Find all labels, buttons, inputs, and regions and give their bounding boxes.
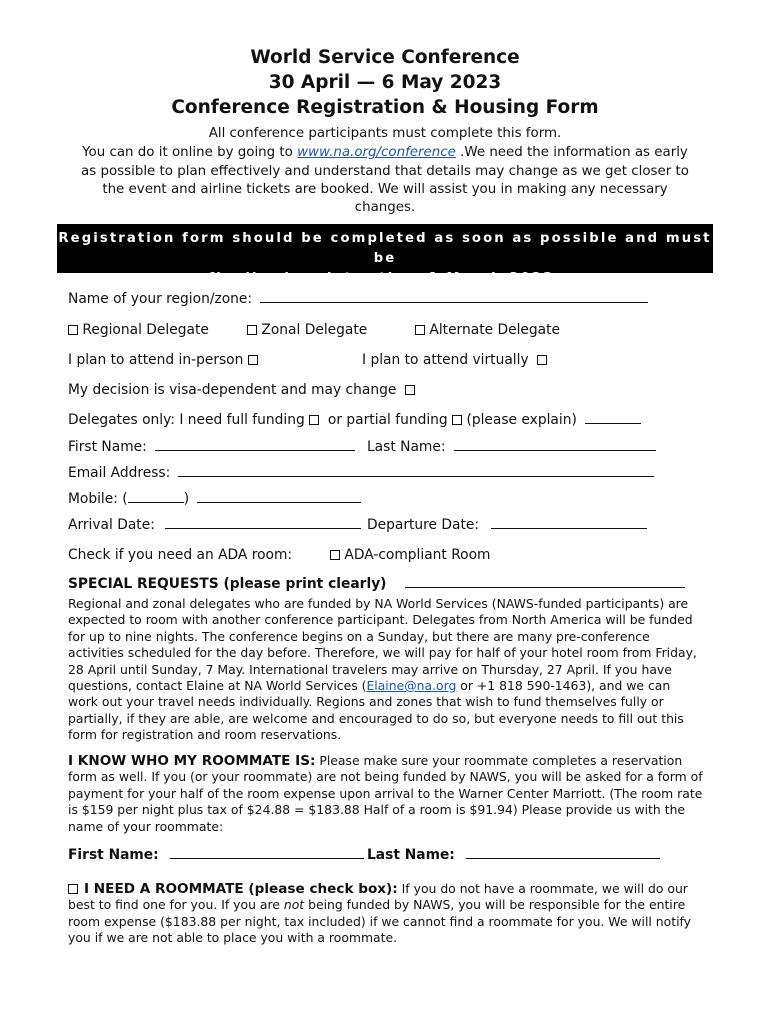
last-name-label: Last Name: <box>367 439 446 455</box>
zonal-delegate-label: Zonal Delegate <box>261 322 368 338</box>
please-explain-label: (please explain) <box>466 412 577 428</box>
roommate-last-name-field[interactable] <box>466 845 660 859</box>
conference-link[interactable]: www.na.org/conference <box>297 145 456 160</box>
arrival-label: Arrival Date: <box>68 517 155 533</box>
ada-room-label: ADA-compliant Room <box>344 547 491 563</box>
mobile-row <box>68 489 361 508</box>
title-line-3: Conference Registration & Housing Form <box>171 97 599 118</box>
roommate-last-name-row <box>367 845 660 864</box>
banner-line-1: Registration form should be completed as soon as possible and must be <box>58 231 712 266</box>
departure-row <box>367 515 647 534</box>
need-roommate-text-end: being funded by NAWS, you will be responsible for the entire room expense ($183.88 per night, tax included) if we cannot find a roommate for you. We will notify you if we are not able to place you with a roommate. <box>68 897 691 946</box>
banner-line-2: finalized no later than 1 March 2023. <box>208 271 562 286</box>
ada-room-option[interactable] <box>330 546 491 564</box>
elaine-email-link[interactable]: Elaine@na.org <box>366 678 457 694</box>
roommate-first-name-row <box>68 845 364 864</box>
alternate-delegate-label: Alternate Delegate <box>429 322 561 338</box>
email-row <box>68 463 654 482</box>
need-roommate-checkbox[interactable] <box>68 884 78 894</box>
partial-funding-label: or partial funding <box>327 412 448 428</box>
special-requests-label: SPECIAL REQUESTS (please print clearly) <box>68 576 387 592</box>
funding-paragraph <box>68 596 704 744</box>
need-roommate-emphasis: not <box>283 897 305 913</box>
attend-in-person-label: I plan to attend in-person <box>68 352 244 368</box>
mobile-paren-close: ) <box>183 491 190 507</box>
full-funding-checkbox[interactable] <box>309 415 319 425</box>
region-label: Name of your region/zone: <box>68 291 253 307</box>
email-field[interactable] <box>178 463 654 477</box>
title-line-2: 30 April — 6 May 2023 <box>268 72 502 93</box>
partial-funding-checkbox[interactable] <box>452 415 462 425</box>
intro-line-2-pre: You can do it online by going to <box>82 145 298 160</box>
intro-line-4: the event and airline tickets are booked. We will assist you in making any necessary <box>102 182 668 197</box>
email-label: Email Address: <box>68 465 171 481</box>
need-roommate-heading: I NEED A ROOMMATE (please check box): <box>84 881 398 897</box>
title-line-1: World Service Conference <box>250 47 520 68</box>
roommate-known-heading: I KNOW WHO MY ROOMMATE IS: <box>68 753 316 769</box>
attend-virtually-checkbox[interactable] <box>537 355 547 365</box>
funding-explain-field[interactable] <box>585 410 641 424</box>
deadline-banner <box>57 224 713 286</box>
special-requests-field[interactable] <box>405 574 685 588</box>
last-name-field[interactable] <box>454 437 656 451</box>
alternate-delegate-option[interactable] <box>415 321 560 339</box>
intro-line-2 <box>62 144 708 163</box>
visa-dependent-checkbox[interactable] <box>405 385 415 395</box>
zonal-delegate-option[interactable] <box>247 321 367 339</box>
region-row <box>68 289 648 308</box>
need-roommate-text: If you do not have a roommate, we will do our best to find one for you. If you are <box>68 881 688 913</box>
roommate-first-name-label: First Name: <box>68 847 159 863</box>
intro-line-5: changes. <box>354 200 416 215</box>
special-requests-row <box>68 574 685 593</box>
mobile-number-field[interactable] <box>197 489 361 503</box>
need-roommate-paragraph <box>68 881 704 947</box>
ada-label: Check if you need an ADA room: <box>68 547 293 563</box>
alternate-delegate-checkbox[interactable] <box>415 325 425 335</box>
funding-row <box>68 410 641 429</box>
intro-line-3: as possible to plan effectively and understand that details may change as we get closer to <box>81 164 689 179</box>
regional-delegate-option[interactable] <box>68 321 209 339</box>
attend-in-person-checkbox[interactable] <box>248 355 258 365</box>
regional-delegate-label: Regional Delegate <box>82 322 209 338</box>
funding-paragraph-text: Regional and zonal delegates who are funded by NA World Services (NAWS-funded participants) are expected to room with another conference participant. Delegates from North America will be funded for up to nine nights. The conference begins on a Sunday, but there are many pre-conference activities scheduled for the day before. Therefore, we will pay for half of your hotel room from Friday, 28 April until Sunday, 7 May. International travelers may arrive on Thursday, 27 April. If you have questions, contact Elaine at NA World Services ( <box>68 596 697 694</box>
visa-dependent-label: My decision is visa-dependent and may change <box>68 382 397 398</box>
attend-in-person-option[interactable] <box>68 351 258 369</box>
mobile-label: Mobile: ( <box>68 491 128 507</box>
full-funding-label: Delegates only: I need full funding <box>68 412 305 428</box>
departure-date-field[interactable] <box>491 515 647 529</box>
roommate-first-name-field[interactable] <box>170 845 364 859</box>
roommate-known-paragraph <box>68 753 704 835</box>
departure-label: Departure Date: <box>367 517 480 533</box>
attend-virtually-option[interactable] <box>362 351 547 369</box>
first-name-row <box>68 437 355 456</box>
visa-dependent-option[interactable] <box>68 381 415 399</box>
zonal-delegate-checkbox[interactable] <box>247 325 257 335</box>
roommate-last-name-label: Last Name: <box>367 847 455 863</box>
arrival-row <box>68 515 361 534</box>
first-name-field[interactable] <box>155 437 355 451</box>
ada-room-checkbox[interactable] <box>330 550 340 560</box>
arrival-date-field[interactable] <box>165 515 361 529</box>
mobile-area-code-field[interactable] <box>128 489 184 503</box>
funding-paragraph-text-end: or +1 818 590-1463), and we can work out your travel needs individually. Regions and zones that wish to fund themselves fully or partially, if they are able, are welcome and encouraged to do so, but everyone needs to fill out this form for registration and room reservations. <box>68 678 684 743</box>
region-field[interactable] <box>260 289 648 303</box>
first-name-label: First Name: <box>68 439 147 455</box>
attend-virtually-label: I plan to attend virtually <box>362 352 529 368</box>
intro-line-2-post: .We need the information as early <box>455 145 688 160</box>
last-name-row <box>367 437 656 456</box>
regional-delegate-checkbox[interactable] <box>68 325 78 335</box>
intro-line-1: All conference participants must complete this form. <box>208 126 562 141</box>
roommate-known-text: Please make sure your roommate completes a reservation form as well. If you (or your roommate) are not being funded by NAWS, you will be asked for a form of payment for your half of the room expense upon arrival to the Warner Center Marriott. (The room rate is $159 per night plus tax of $24.88 = $183.88 Half of a room is $91.94) Please provide us with the name of your roommate: <box>68 753 703 834</box>
